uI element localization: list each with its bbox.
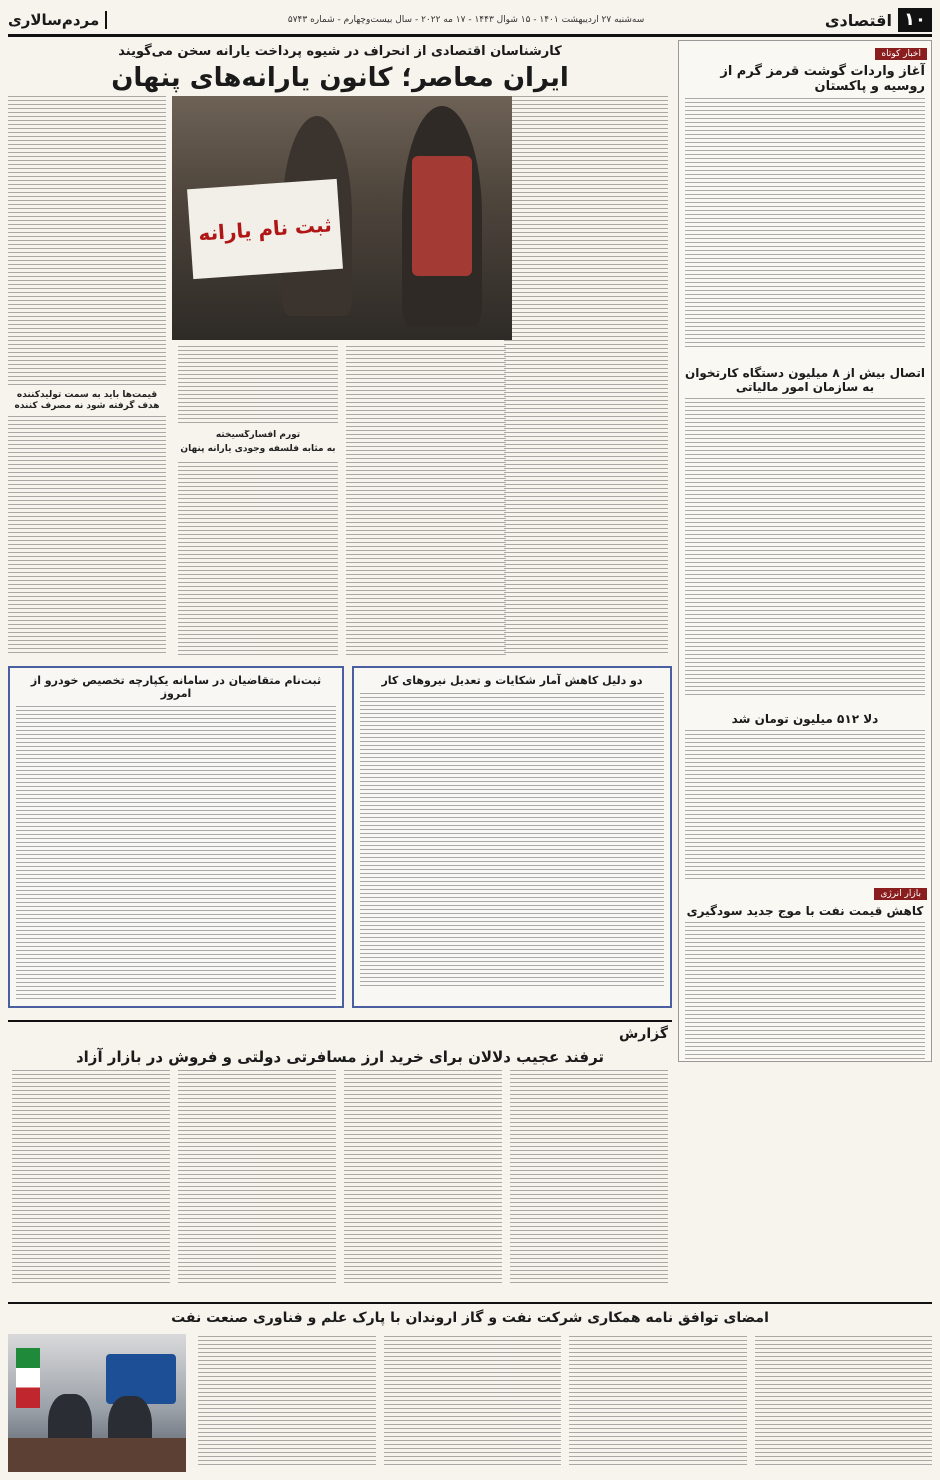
story1-body xyxy=(685,98,925,348)
lead-column-2c xyxy=(178,462,338,656)
section-name: اقتصادی xyxy=(824,10,893,30)
bottom-column xyxy=(198,1336,376,1468)
masthead xyxy=(8,6,932,37)
bottom-story xyxy=(8,1302,932,1474)
report-column xyxy=(12,1070,170,1284)
box-labor xyxy=(352,666,672,1008)
report-column xyxy=(344,1070,502,1284)
lead-subhead2: به مثابه فلسفه وجودی یارانه پنهان xyxy=(180,444,336,454)
story3-title: دلا ۵۱۲ میلیون تومان شد xyxy=(731,712,879,726)
lead-column-2b xyxy=(178,346,338,426)
story4-title: کاهش قیمت نفت با موج جدید سودگیری xyxy=(686,904,924,918)
bottom-column xyxy=(569,1336,747,1468)
right-column xyxy=(678,40,932,1062)
kicker-energy: بازار انرژی xyxy=(874,888,927,900)
box-labor-title: دو دلیل کاهش آمار شکایات و تعدیل نیروهای کار xyxy=(381,674,643,687)
report-section xyxy=(8,1020,672,1284)
logo-banner-icon xyxy=(106,1354,176,1404)
lead-column-3a xyxy=(8,96,166,386)
story3-body xyxy=(685,730,925,880)
kicker-short-news: اخبار کوتاه xyxy=(875,48,927,60)
page-number: ۱۰ xyxy=(898,8,932,32)
lead-overline: کارشناسان اقتصادی از انحراف در شیوه پرداخت یارانه سخن می‌گویند xyxy=(118,44,562,59)
report-column xyxy=(510,1070,668,1284)
lead-story xyxy=(8,40,672,97)
report-tag: گزارش xyxy=(618,1026,668,1042)
bottom-photo xyxy=(8,1334,186,1472)
story4-body xyxy=(685,922,925,1062)
person-shirt xyxy=(412,156,472,276)
lead-photo xyxy=(172,96,512,340)
story2-title: اتصال بیش از ۸ میلیون دستگاه کارتخوان به سازمان امور مالیاتی xyxy=(685,366,925,394)
dateline: سه‌شنبه ۲۷ اردیبهشت ۱۴۰۱ - ۱۵ شوال ۱۴۴۳ - ۱۷ مه ۲۰۲۲ - سال بیست‌وچهارم - شماره ۵۷۴۳ xyxy=(287,15,645,25)
box-labor-body xyxy=(360,693,664,989)
box-car-title: ثبت‌نام متقاضیان در سامانه یکپارچه تخصیص خودرو از امروز xyxy=(30,674,322,700)
story1-title: آغاز واردات گوشت قرمز گرم از روسیه و پاکستان xyxy=(720,64,925,94)
signing-table xyxy=(8,1438,186,1472)
report-title: ترفند عجیب دلالان برای خرید ارز مسافرتی دولتی و فروش در بازار آزاد xyxy=(75,1048,605,1066)
story2-body xyxy=(685,398,925,698)
lead-subhead1: تورم افسارگسیخته xyxy=(215,430,301,440)
section-tag xyxy=(825,8,932,32)
box-car-body xyxy=(16,706,336,1002)
boxed-news-row xyxy=(8,666,672,1004)
box-car-registration xyxy=(8,666,344,1008)
bottom-title: امضای توافق نامه همکاری شرکت نفت و گاز اروندان با پارک علم و فناوری صنعت نفت xyxy=(171,1310,769,1326)
lead-headline: ایران معاصر؛ کانون یارانه‌های پنهان xyxy=(111,63,569,93)
lead-column-2a xyxy=(346,346,506,656)
photo-sign: ثبت نام یارانه xyxy=(187,179,343,279)
flag-icon xyxy=(16,1348,40,1408)
bottom-column xyxy=(384,1336,562,1468)
bottom-column xyxy=(755,1336,933,1468)
paper-name: مردم‌سالاری xyxy=(8,11,107,29)
lead-column-3b xyxy=(8,416,166,656)
lead-column-1 xyxy=(504,96,668,656)
report-column xyxy=(178,1070,336,1284)
lead-subhead3: قیمت‌ها باید به سمت تولیدکننده هدف گرفته شود نه مصرف کننده xyxy=(14,390,160,411)
